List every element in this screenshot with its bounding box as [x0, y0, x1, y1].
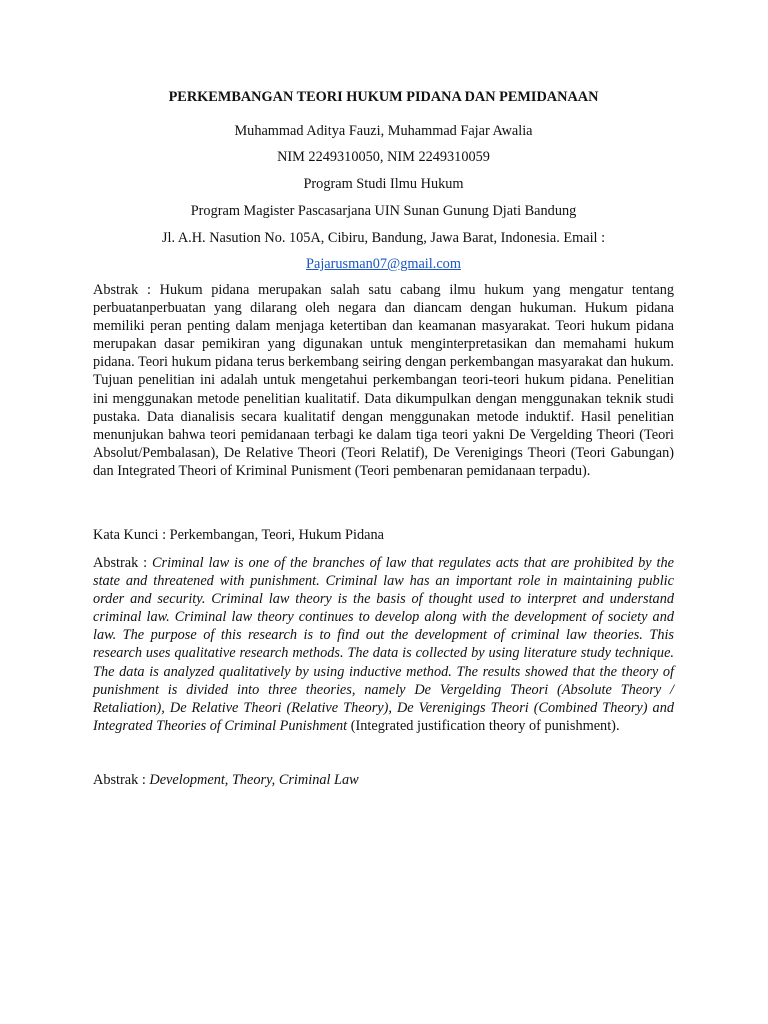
abstract-indonesian — [93, 281, 674, 480]
abstract-en-italic-text: Criminal law is one of the branches of law that regulates acts that are prohibited by the state and threatened with punishment. Criminal law has an important role in maintaining public order and security. Criminal law theory is the basis of thought used to interpret and understand criminal law. Criminal law theory continues to develop along with the development of society and law. The purpose of this research is to find out the development of criminal law theories. This research uses qualitative research methods. The data is collected by using literature study technique. The data is analyzed qualitatively by using inductive method. The results showed that the theory of punishment is divided into three theories, namely De Vergelding Theori (Absolute Theory / Retaliation), De Relative Theori (Relative Theory), De Verenigings Theori (Combined Theory) and Integrated Theories of Criminal Punishment — [93, 555, 674, 734]
abstract-en-plain-text: (Integrated justification theory of punishment). — [347, 717, 620, 734]
keywords-english — [93, 771, 674, 789]
abstract-english — [93, 554, 674, 735]
abstract-en-label: Abstrak : — [93, 555, 152, 571]
abstract-id-text: Hukum pidana merupakan salah satu cabang ilmu hukum yang mengatur tentang perbuatanperbuatan yang dilarang oleh negara dan diancam dengan hukuman. Hukum pidana memiliki peran penting dalam menjaga ketertiban dan keamanan masyarakat. Teori hukum pidana merupakan dasar pemikiran yang digunakan untuk menginterpretasikan dan memahami hukum pidana. Teori hukum pidana terus berkembang seiring dengan perkembangan masyarakat dan hukum. Tujuan penelitian ini adalah untuk mengetahui perkembangan teori-teori hukum pidana. Penelitian ini menggunakan metode penelitian kualitatif. Data dikumpulkan dengan menggunakan teknik studi pustaka. Data dianalisis secara kualitatif dengan menggunakan metode induktif. Hasil penelitian menunjukan bahwa teori pemidanaan terbagi ke dalam tiga teori yakni De Vergelding Theori (Teori Absolut/Pembalasan), De Relative Theori (Teori Relatif), De Verenigings Theori (Teori Gabungan) dan Integrated Theori of Kriminal Punisment (Teori pembenaran pemidanaan terpadu). — [93, 282, 674, 479]
author-names: Muhammad Aditya Fauzi, Muhammad Fajar Awalia — [234, 123, 533, 139]
keywords-en-text: Development, Theory, Criminal Law — [149, 772, 359, 788]
keywords-en-label: Abstrak : — [93, 772, 150, 788]
email-link[interactable]: Pajarusman07@gmail.com — [306, 256, 461, 272]
email-line — [93, 255, 674, 273]
abstract-id-label: Abstrak : — [93, 282, 160, 298]
study-program: Program Studi Ilmu Hukum — [303, 176, 464, 192]
keywords-indonesian: Kata Kunci : Perkembangan, Teori, Hukum Pidana — [93, 527, 384, 543]
address: Jl. A.H. Nasution No. 105A, Cibiru, Bandung, Jawa Barat, Indonesia. Email : — [161, 230, 606, 246]
student-ids: NIM 2249310050, NIM 2249310059 — [277, 149, 490, 165]
paper-title: PERKEMBANGAN TEORI HUKUM PIDANA DAN PEMIDANAAN — [168, 89, 599, 105]
institution: Program Magister Pascasarjana UIN Sunan Gunung Djati Bandung — [190, 203, 577, 219]
